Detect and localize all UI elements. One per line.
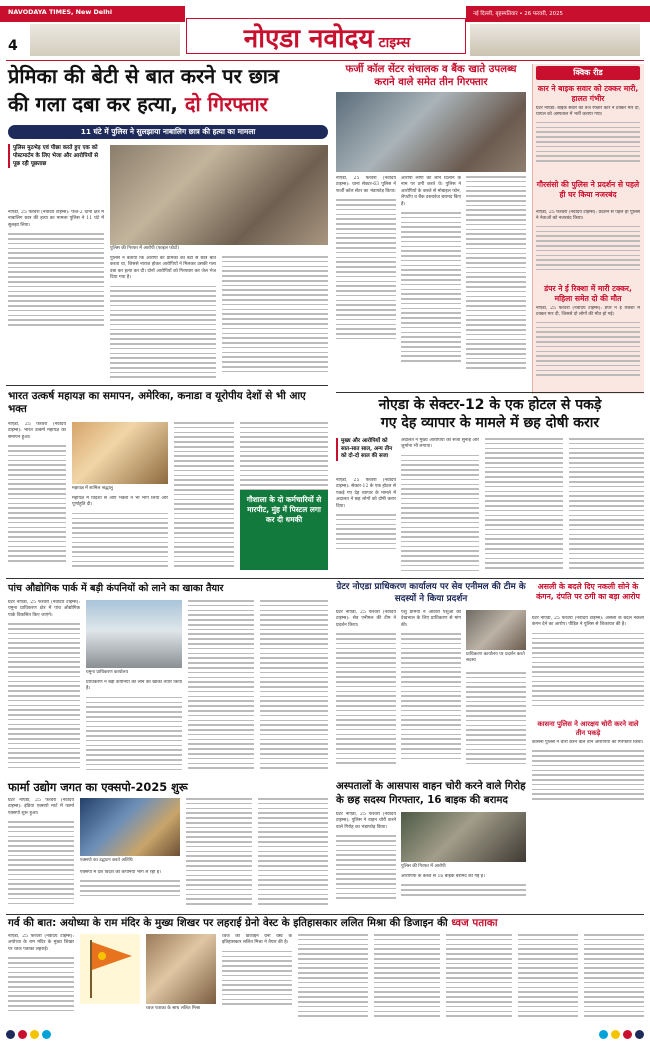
quick-read-label-box (536, 66, 640, 80)
hotel-headline-line2: गए देह व्यापार के मामले में छह दोषी करार (380, 415, 600, 431)
brand-small: NAVODAYA TIMES, New Delhi (8, 8, 113, 16)
ayodhya-headline-highlight: ध्वज पताका (451, 917, 498, 929)
call-center-dateline: नोएडा, 25 फरवरी (नवोदय टाइम्स): थाना सेक्टर-63 पुलिस ने फर्जी कॉल सेंटर का भंडाफोड़ किया। (336, 176, 396, 194)
call-center-col3 (466, 176, 526, 376)
title-text (192, 19, 462, 55)
page-number: 4 (8, 38, 18, 54)
theft-headline-line1: अस्पतालों के आसपास वाहन चोरी करने वाले गिरोह (336, 781, 526, 792)
quick-read-item1-headline: कार ने बाइक सवार को टक्कर मारी, हालत गंभीर (537, 84, 639, 103)
ayodhya-photo (146, 934, 216, 1004)
kasna-headline: कासना पुलिस ने आरक्षय चोरी करने वाले तीन पकड़े (537, 720, 639, 737)
industry-col1 (8, 600, 80, 772)
theft-col1 (336, 812, 396, 910)
authority-photo (466, 610, 526, 650)
ayodhya-col2 (222, 934, 292, 1022)
ayodhya-col1 (8, 934, 74, 1022)
newspaper-title-suffix: टाइम्स (378, 35, 411, 51)
lead-bullet: पुलिस मुठभेड़ एवं पीछा करते हुए एक को पोस्टमार्टम के लिए भेजा और आरोपियों से पूछ रही पूछताछ (8, 144, 104, 168)
masthead-rule (6, 60, 644, 61)
quick-read-item3-headline: डंपर ने ई रिक्शा में मारी टक्कर, महिला समेत दो की मौत (544, 284, 632, 303)
ayodhya-dateline: नोएडा, 25 फरवरी (नवोदय टाइम्स): अयोध्या के राम मंदिर के मुख्य शिखर पर ध्वज पताका लहराई। (8, 934, 74, 952)
call-center-col1 (336, 176, 396, 376)
ayodhya-col3 (298, 934, 368, 1022)
industry-col3 (188, 600, 254, 772)
lead-headline-line2-text: की गला दबा कर हत्या, (8, 92, 178, 116)
mahayagya-col2 (72, 496, 168, 572)
lead-headline-line1: प्रेमिका की बेटी से बात करने पर छात्र (8, 64, 279, 88)
hotel-col1 (336, 478, 396, 572)
pharma-headline: फार्मा उद्योग जगत का एक्सपो-2025 शुरू (8, 780, 188, 794)
hotel-side-bullet: मुख्य और आरोपियों को सात-सात साल, अन्य तीन को दो-दो साल की सजा (336, 438, 396, 461)
call-center-photo (336, 92, 526, 172)
pharma-photo-caption: एक्सपो का उद्घाटन करते अतिथि (80, 858, 133, 863)
quick-read-item1-body (536, 106, 640, 176)
lead-body: पुलिस ने बताया कि आरोपी की प्रेमिका की बेटी से छात्र बात करता था, जिससे नाराज होकर आरोपियों ने मिलकर उसकी गला दबा कर हत्या कर दी। दोनों आरोपियों को गिरफ्तार कर जेल भेज दिया गया है। (110, 256, 216, 281)
ayodhya-headline (8, 917, 644, 930)
authority-body: पशु प्रेमियों ने आवारा पशुओं की देखभाल के लिए प्राधिकरण से मांग की। (401, 610, 461, 628)
lead-body-col2 (110, 256, 216, 381)
hotel-dateline: नोएडा, 25 फरवरी (नवोदय टाइम्स): सेक्टर-12 के एक होटल से पकड़े गए देह व्यापार के मामले में अदालत ने छह लोगों को दोषी करार दिया। (336, 478, 396, 509)
masthead-left-illustration (30, 24, 180, 56)
pharma-col2 (80, 870, 180, 910)
newspaper-title: नोएडा नवोदय (243, 24, 374, 54)
lead-photo-caption: पुलिस की गिरफ्त में आरोपी (फाइल फोटो) (110, 246, 180, 251)
theft-headline-line2: के छह सदस्य गिरफ्तार, 16 बाइक की बरामद (336, 795, 508, 806)
call-center-headline: फर्जी कॉल सेंटर संचालक व बैंक खाते उपलब्ध कराने वाले समेत तीन गिरफ्तार (345, 64, 517, 88)
quick-read-item1-text: ग्रेटर नोएडा: बाइक सवार को तेज रफ्तार कार ने टक्कर मार दी, घायल को अस्पताल में भर्ती कराया गया। (536, 106, 640, 118)
theft-photo-caption: पुलिस की गिरफ्त में आरोपी (401, 864, 446, 869)
industry-photo (86, 600, 182, 668)
authority-dateline: ग्रेटर नोएडा, 25 फरवरी (नवोदय टाइम्स): सेव एनीमल की टीम ने प्रदर्शन किया। (336, 610, 396, 628)
kasna-body (532, 740, 644, 818)
hotel-headline-line1: नोएडा के सेक्टर-12 के एक होटल से पकड़े (378, 397, 602, 413)
authority-headline: ग्रेटर नोएडा प्राधिकरण कार्यालय पर सेव एनीमल की टीम के सदस्यों ने किया प्रदर्शन (336, 582, 526, 604)
mahayagya-col1 (8, 422, 66, 572)
ayodhya-col5 (446, 934, 512, 1022)
pharma-body: एक्सपो में देश विदेश की कंपनियां भाग ले रही हैं। (80, 870, 161, 875)
pharma-col1 (8, 798, 74, 910)
pharma-photo (80, 798, 180, 856)
hotel-col2 (401, 438, 479, 572)
masthead-right-illustration (470, 24, 640, 56)
quick-read-item3-body (536, 306, 640, 390)
quick-read-item3-text: नोएडा, 25 फरवरी (नवोदय टाइम्स): डंपर ने ई रिक्शा में टक्कर मार दी, जिससे दो लोगों की मौत हो गई। (536, 306, 640, 318)
lead-banner-text: 11 घंटे में पुलिस ने सुलझाया नाबालिग छात्र की हत्या का मामला (80, 127, 256, 136)
lead-dateline: नोएडा, 25 फरवरी (नवोदय टाइम्स): फेज-2 थाना क्षेत्र में नाबालिग छात्र की हत्या का मामला पुलिस ने 11 घंटे में सुलझा लिया। (8, 210, 104, 228)
hotel-body: अदालत ने मुख्य आरोपियों को सजा सुनाई और जुर्माना भी लगाया। (401, 438, 479, 450)
lead-photo (110, 145, 328, 245)
lead-banner (8, 125, 328, 139)
industry-headline: पांच औद्योगिक पार्क में बड़ी कंपनियों को लाने का खाका तैयार (8, 583, 224, 594)
hotel-col4 (569, 438, 644, 572)
ayodhya-photo-caption: ध्वज पताका के साथ ललित मिश्रा (146, 1006, 201, 1011)
gold-fraud-text: पीड़ित ने पुलिस से शिकायत की है। (568, 622, 627, 628)
mahayagya-photo-caption: महायज्ञ में शामिल श्रद्धालु (72, 486, 113, 491)
ayodhya-col6 (518, 934, 578, 1022)
mahayagya-headline: भारत उत्कर्ष महायज्ञ का समापन, अमेरिका, कनाडा व यूरोपीय देशों से भी आए भक्त (8, 390, 306, 415)
ayodhya-body: ध्वज की डिजाइन ग्रेनो वेस्ट के इतिहासकार ललित मिश्रा ने तैयार की है। (222, 934, 292, 946)
lead-bullet-box (8, 144, 104, 168)
divider-3 (6, 914, 644, 915)
lead-body-col1 (8, 210, 104, 380)
gaushala-callout (240, 490, 328, 570)
hotel-top-rule (336, 392, 644, 393)
gold-fraud-dateline: ग्रेटर नोएडा, 25 फरवरी (नवोदय टाइम्स): असली के बदले नकली कंगन देने का आरोप। (532, 616, 644, 628)
theft-body: आरोपियों के कब्जे से 16 बाइक बरामद की गई हैं। (401, 874, 485, 879)
hotel-col3 (485, 438, 563, 572)
industry-body: प्राधिकरण ने बड़ी कंपनियों को लाने का खाका तैयार किया है। (86, 680, 182, 692)
call-center-body: आरोपी लोगों को लोन दिलाने के नाम पर ठगी करते थे। पुलिस ने आरोपियों के कब्जे से मोबाइल फोन, लैपटॉप व बैंक दस्तावेज बरामद किए हैं। (401, 176, 461, 207)
masthead (0, 0, 650, 60)
ayodhya-headline-text: गर्व की बात: अयोध्या के राम मंदिर के मुख्य शिखर पर लहराई ग्रेनो वेस्ट के इतिहासकार ललित मिश्रा की डिजाइन की (8, 917, 448, 929)
theft-dateline: ग्रेटर नोएडा, 25 फरवरी (नवोदय टाइम्स): पुलिस ने वाहन चोरी करने वाले गिरोह का भंडाफोड़ किया। (336, 812, 396, 830)
ayodhya-col4 (374, 934, 440, 1022)
quick-read-item2-headline: गौरसंसो की पुलिस ने प्रदर्शन से पहले ही घर किया नजरबंद (536, 180, 640, 199)
lead-headline-highlight: दो गिरफ्तार (184, 92, 268, 116)
industry-dateline: ग्रेटर नोएडा, 25 फरवरी (नवोदय टाइम्स): यमुना प्राधिकरण क्षेत्र में पांच औद्योगिक पार्क विकसित किए जाएंगे। (8, 600, 80, 618)
theft-col2 (401, 874, 526, 910)
pharma-dateline: ग्रेटर नोएडा, 25 फरवरी (नवोदय टाइम्स): इंडिया एक्सपो मार्ट में फार्मा एक्सपो शुरू हुआ। (8, 798, 74, 816)
quick-read-item2-text: नोएडा, 25 फरवरी (नवोदय टाइम्स): प्रदर्शन से पहले ही पुलिस ने नेताओं को नजरबंद किया। (536, 210, 640, 222)
industry-col2 (86, 680, 182, 772)
lead-headline-line2 (8, 92, 328, 116)
mahayagya-body: महायज्ञ में विदेशों से आए भक्तों ने भी भाग लिया और पूर्णाहुति दी। (72, 496, 168, 508)
industry-col4 (260, 600, 328, 772)
authority-col2 (401, 610, 461, 772)
hotel-side-bullet-box (336, 438, 396, 461)
flag-illustration (80, 934, 140, 1004)
pharma-col4 (258, 798, 328, 910)
mahayagya-col3 (174, 422, 234, 572)
call-center-col2 (401, 176, 461, 376)
registration-marks (0, 1026, 650, 1043)
theft-photo (401, 812, 526, 862)
authority-col3 (466, 672, 526, 772)
industry-photo-caption: यमुना प्राधिकरण कार्यालय (86, 670, 129, 675)
gaushala-callout-text: गौशाला के दो कर्मचारियों से मारपीट, मुंह में पिस्टल लगा कर दी धमकी (246, 495, 322, 524)
authority-photo-caption: प्राधिकरण कार्यालय पर प्रदर्शन करते सदस्य (466, 652, 525, 663)
gold-fraud-body (532, 616, 644, 716)
divider-2 (6, 578, 644, 579)
ayodhya-col7 (584, 934, 644, 1022)
quick-read-label: क्विक रीड (573, 68, 603, 77)
mahayagya-dateline: नोएडा, 25 फरवरी (नवोदय टाइम्स): भारत उत्कर्ष महायज्ञ का समापन हुआ। (8, 422, 66, 440)
pharma-col3 (186, 798, 252, 910)
gold-fraud-headline: असली के बदले दिए नकली सोने के कंगन, दंपति पर ठगी का बड़ा आरोप (536, 582, 640, 601)
edition-date: नई दिल्ली, बृहस्पतिवार • 26 फरवरी, 2025 (473, 10, 563, 17)
authority-col1 (336, 610, 396, 772)
divider-1 (6, 385, 328, 386)
kasna-text: कासना पुलिस ने चोरी करने वाले तीन आरोपियों को गिरफ्तार किया। (532, 740, 644, 745)
quick-read-item2-body (536, 210, 640, 282)
lead-body-col3 (222, 256, 328, 381)
